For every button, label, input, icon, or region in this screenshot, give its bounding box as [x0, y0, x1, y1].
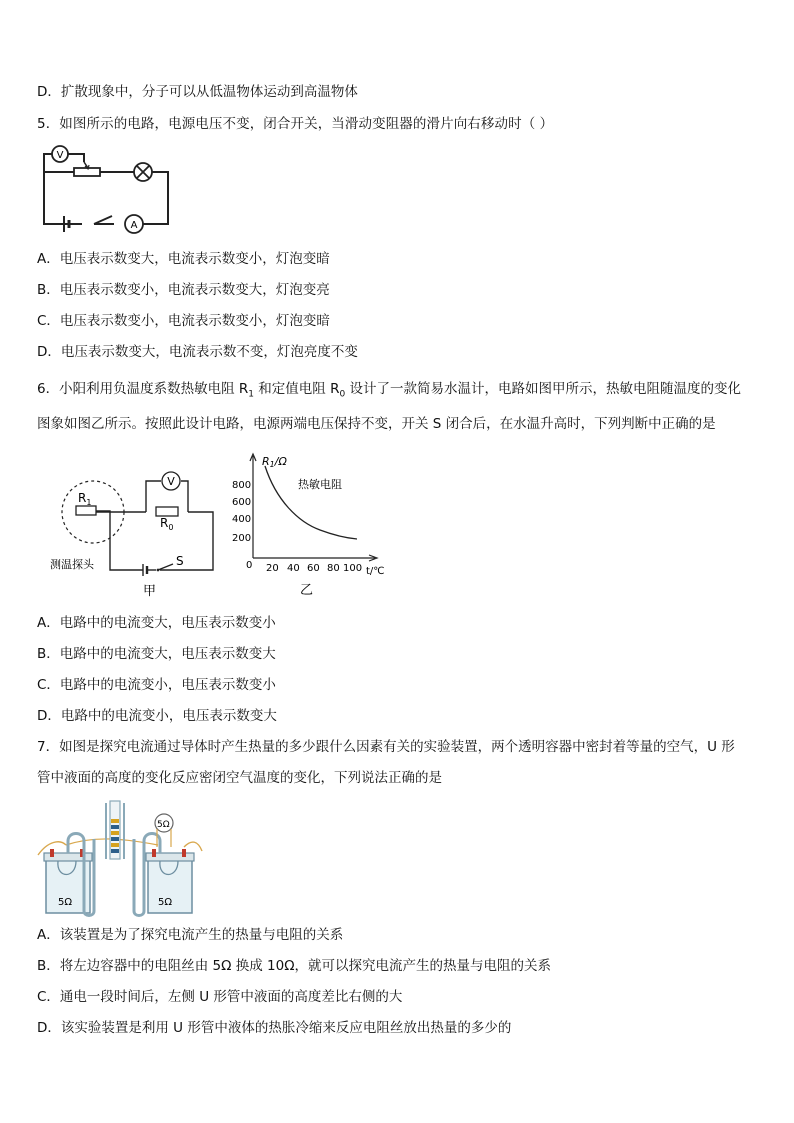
q6-probe-label: 测温探头	[50, 558, 94, 571]
q6-circuit-figure	[48, 465, 223, 604]
q7-left-resistor-label: 5Ω	[58, 897, 73, 908]
q7-right-resistor-label: 5Ω	[158, 897, 173, 908]
q6-option-c: C．电路中的电流变小，电压表示数变小	[37, 677, 276, 693]
q7-apparatus-figure	[36, 795, 204, 921]
q6-graph-y-label: R1/Ω	[262, 455, 287, 469]
q7-top-resistor	[155, 814, 173, 847]
q5-stem: 5．如图所示的电路，电源电压不变，闭合开关，当滑动变阻器的滑片向右移动时（ ）	[37, 116, 554, 132]
q5-option-d: D．电压表示数变大，电流表示数不变，灯泡亮度不变	[37, 344, 358, 360]
svg-text:5Ω: 5Ω	[157, 820, 170, 830]
q6-figure-caption-yi: 乙	[300, 583, 314, 598]
q6-graph-x-tick-40: 40	[287, 563, 300, 574]
q6-switch-label: S	[176, 554, 184, 568]
q6-r1-resistor-icon	[76, 506, 110, 527]
q5-rheostat-icon	[74, 162, 100, 176]
q6-battery-icon	[143, 564, 156, 576]
q5-switch-icon	[94, 216, 112, 224]
q6-graph-x-tick-100: 100	[343, 563, 363, 574]
q5-voltmeter-icon	[52, 146, 68, 162]
q6-figure-caption-jia: 甲	[143, 584, 157, 599]
q5-circuit-figure	[38, 142, 174, 238]
q6-graph-origin: 0	[246, 560, 253, 571]
q7-stem-line2: 管中液面的高度的变化反应密闭空气温度的变化，下列说法正确的是	[37, 770, 442, 786]
q6-graph-figure	[228, 450, 390, 604]
svg-text:V: V	[56, 150, 64, 161]
q6-graph-x-tick-20: 20	[266, 563, 279, 574]
svg-text:V: V	[167, 475, 175, 488]
q6-graph-y-tick-600: 600	[232, 497, 252, 508]
q6-stem-line1: 6．小阳利用负温度系数热敏电阻 $R_1$ 和定值电阻 $R_0$ 设计了一款简易水温计，电路如图甲所示，热敏电阻随温度的变化	[37, 381, 741, 400]
q6-graph-x-tick-80: 80	[327, 563, 340, 574]
q6-graph-x-label: t/℃	[366, 566, 385, 577]
q6-option-d: D．电路中的电流变小，电压表示数变大	[37, 708, 277, 724]
q6-r1-label: $R_1$	[78, 491, 92, 507]
q7-option-c: C．通电一段时间后，左侧 U 形管中液面的高度差比右侧的大	[37, 989, 403, 1005]
q6-graph-y-tick-800: 800	[232, 480, 252, 491]
q7-option-d: D．该实验装置是利用 U 形管中液体的热胀冷缩来反应电阻丝放出热量的多少的	[37, 1020, 512, 1036]
q6-option-a: A．电路中的电流变大，电压表示数变小	[37, 615, 276, 631]
q6-graph-y-tick-200: 200	[232, 533, 252, 544]
q6-voltmeter-icon	[162, 472, 180, 490]
q5-option-a: A．电压表示数变大，电流表示数变小，灯泡变暗	[37, 251, 330, 267]
q7-right-container	[146, 849, 194, 913]
q5-option-c: C．电压表示数变小，电流表示数变小，灯泡变暗	[37, 313, 330, 329]
q7-option-b: B．将左边容器中的电阻丝由 5Ω 换成 10Ω，就可以探究电流产生的热量与电阻的关系	[37, 958, 552, 974]
q6-graph-x-tick-60: 60	[307, 563, 320, 574]
q5-option-b: B．电压表示数变小，电流表示数变大，灯泡变亮	[37, 282, 330, 298]
q7-option-a: A．该装置是为了探究电流产生的热量与电阻的关系	[37, 927, 344, 943]
q6-r0-resistor-icon	[156, 507, 178, 516]
q4-option-d: D．扩散现象中，分子可以从低温物体运动到高温物体	[37, 84, 358, 100]
q6-stem-line2: 图象如图乙所示。按照此设计电路，电源两端电压保持不变，开关 S 闭合后，在水温升高时，下列判断中正确的是	[37, 416, 716, 432]
q6-graph-curve-label: 热敏电阻	[298, 478, 342, 491]
q6-option-b: B．电路中的电流变大，电压表示数变大	[37, 646, 276, 662]
q6-r0-label: $R_0$	[160, 516, 174, 532]
svg-text:A: A	[130, 220, 138, 231]
q5-ammeter-icon	[125, 215, 143, 233]
q7-stem-line1: 7．如图是探究电流通过导体时产生热量的多少跟什么因素有关的实验装置，两个透明容器中密封着等量的空气，U 形	[37, 739, 735, 755]
q5-lamp-icon	[134, 163, 152, 181]
q6-graph-curve	[265, 466, 357, 539]
q6-graph-y-tick-400: 400	[232, 514, 252, 525]
